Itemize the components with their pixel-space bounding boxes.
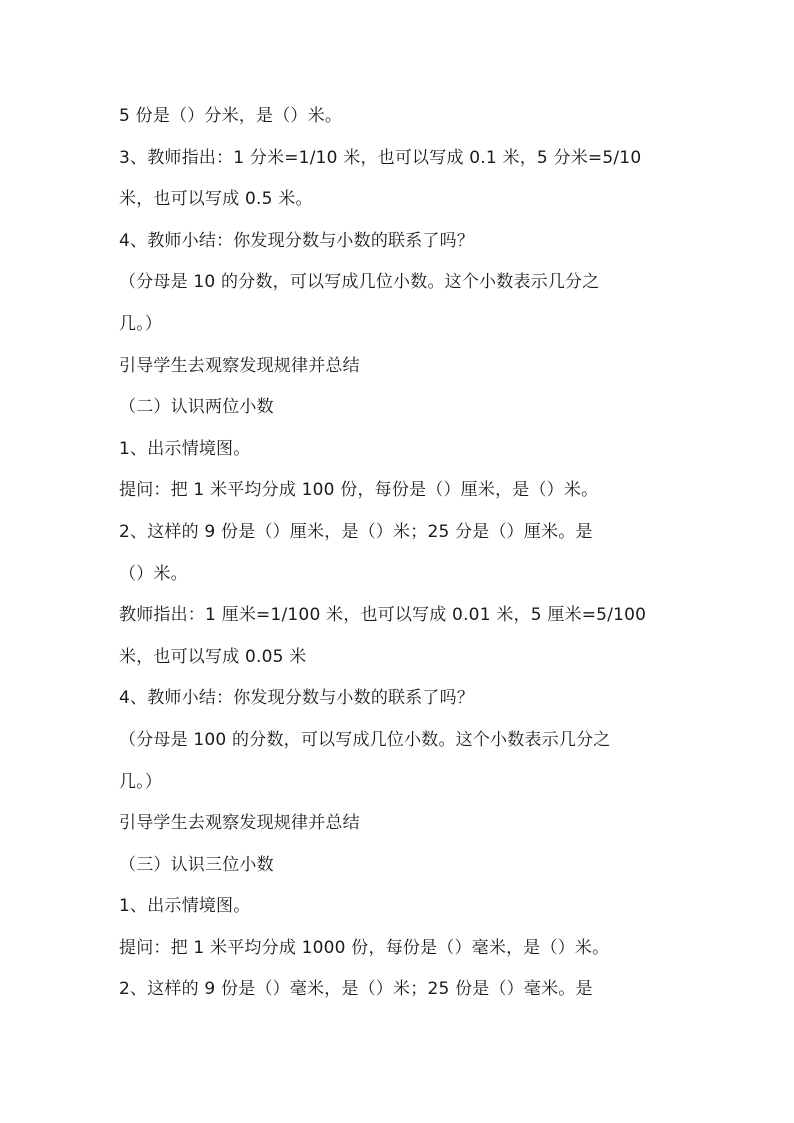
text-line: 提问：把 1 米平均分成 1000 份，每份是（）毫米，是（）米。 <box>119 937 610 958</box>
text-line: 3、教师指出：1 分米=1/10 米，也可以写成 0.1 米，5 分米=5/10 <box>119 147 642 168</box>
text-line: 引导学生去观察发现规律并总结 <box>119 355 360 376</box>
section-heading: （三）认识三位小数 <box>119 854 274 875</box>
text-line: 4、教师小结：你发现分数与小数的联系了吗？ <box>119 230 475 251</box>
text-line: 提问：把 1 米平均分成 100 份，每份是（）厘米，是（）米。 <box>119 480 599 501</box>
text-line: 1、出示情境图。 <box>119 438 251 459</box>
text-line: 5 份是（）分米，是（）米。 <box>119 106 343 126</box>
text-line: 教师指出：1 厘米=1/100 米，也可以写成 0.01 米，5 厘米=5/100 <box>119 605 647 626</box>
text-line: 几。） <box>119 313 163 334</box>
text-line: 2、这样的 9 份是（）厘米，是（）米；25 分是（）厘米。是 <box>119 521 593 542</box>
text-line: （）米。 <box>119 563 188 584</box>
document-body <box>119 100 679 1015</box>
text-line: （分母是 100 的分数，可以写成几位小数。这个小数表示几分之 <box>119 729 611 750</box>
text-line: 1、出示情境图。 <box>119 896 251 917</box>
text-line: （分母是 10 的分数，可以写成几位小数。这个小数表示几分之 <box>119 272 600 293</box>
text-line: 4、教师小结：你发现分数与小数的联系了吗？ <box>119 688 475 709</box>
text-line: 几。） <box>119 771 163 792</box>
text-line: 米，也可以写成 0.5 米。 <box>119 189 313 210</box>
text-line: 引导学生去观察发现规律并总结 <box>119 813 360 834</box>
text-line: 米，也可以写成 0.05 米 <box>119 646 307 667</box>
section-heading: （二）认识两位小数 <box>119 397 274 418</box>
text-line: 2、这样的 9 份是（）毫米，是（）米；25 份是（）毫米。是 <box>119 979 593 1000</box>
